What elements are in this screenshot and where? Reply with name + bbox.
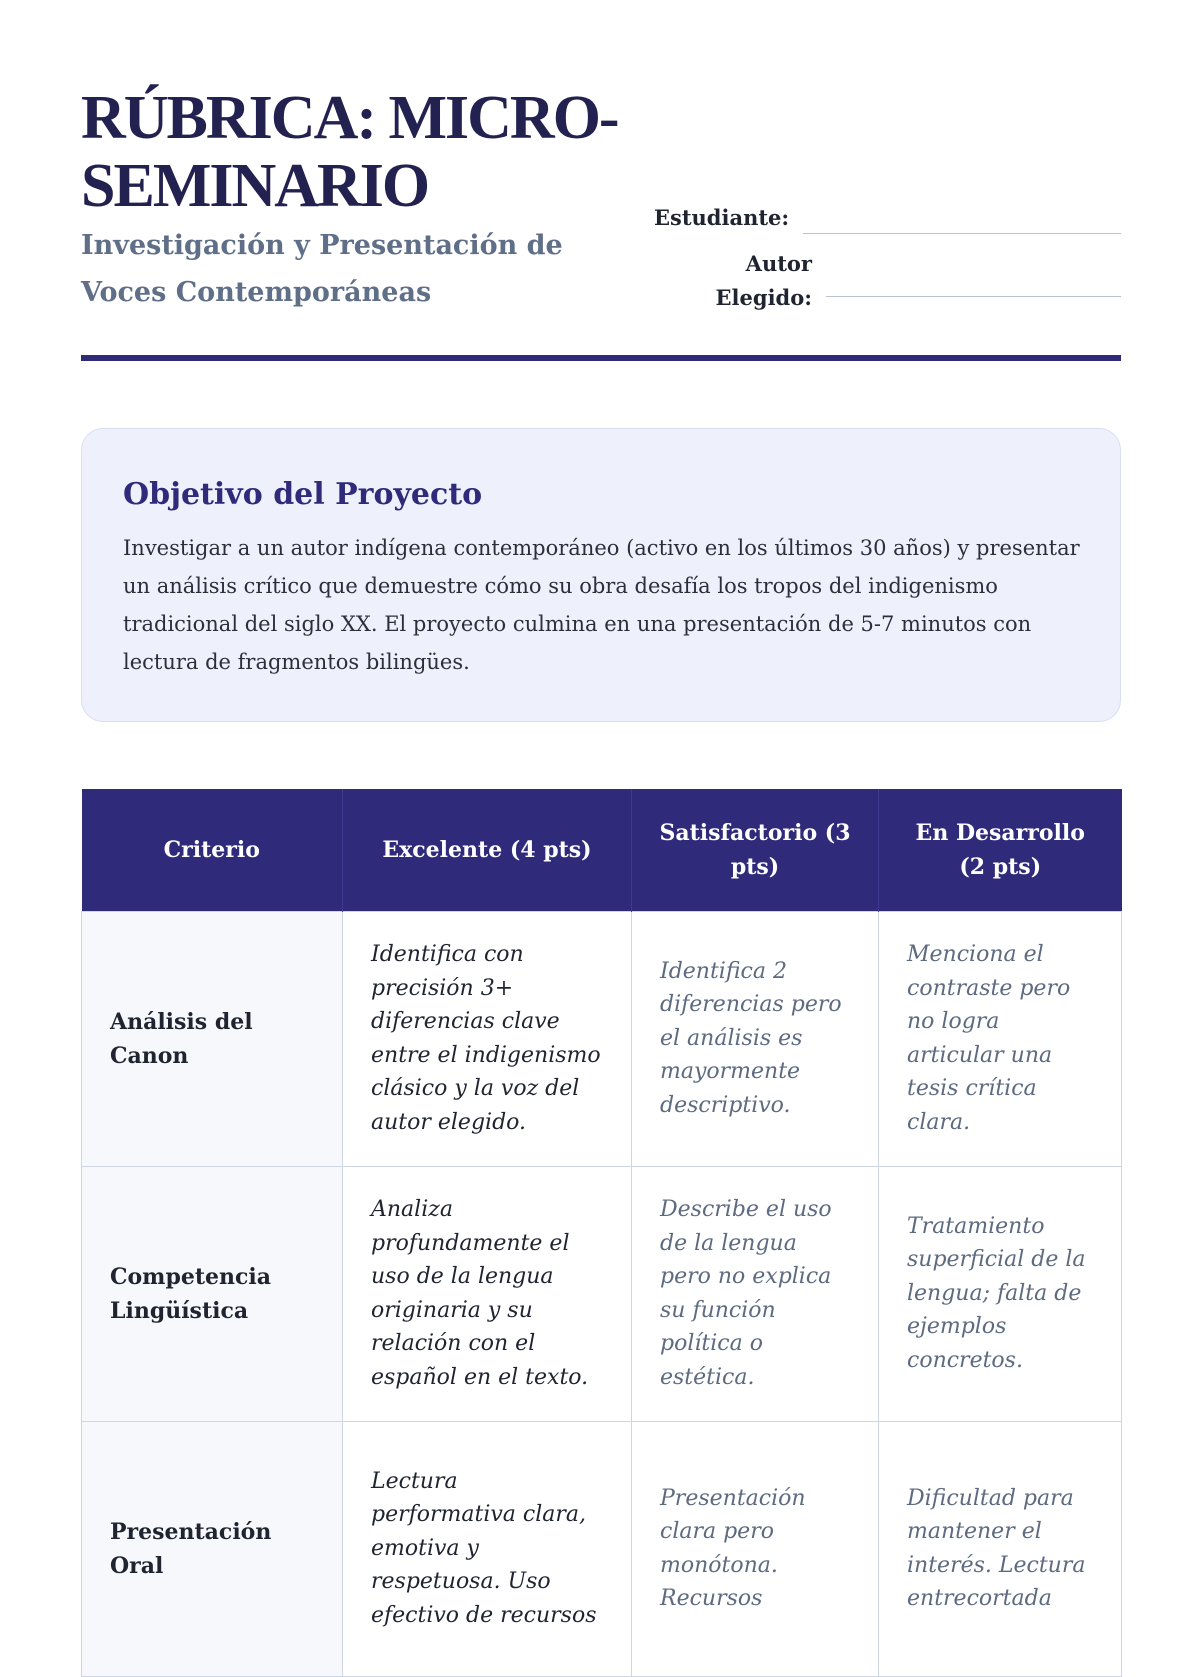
- author-label-line1: Autor: [745, 251, 812, 276]
- excellent-cell: Lectura performativa clara, emotiva y respetuosa. Uso efectivo de recursos: [343, 1421, 632, 1676]
- developing-cell: Dificultad para mantener el interés. Lectura entrecortada: [879, 1421, 1122, 1676]
- header-divider: [81, 355, 1121, 361]
- excellent-cell: Identifica con precisión 3+ diferencias clave entre el indigenismo clásico y la voz del autor elegido.: [343, 911, 632, 1166]
- table-row: [82, 1166, 1122, 1421]
- criterion-cell: Presentación Oral: [82, 1421, 343, 1676]
- satisfactory-cell: Identifica 2 diferencias pero el análisis es mayormente descriptivo.: [632, 911, 879, 1166]
- objective-title: Objetivo del Proyecto: [123, 477, 483, 512]
- developing-cell: Menciona el contraste pero no logra articular una tesis crítica clara.: [879, 911, 1122, 1166]
- satisfactory-cell: Describe el uso de la lengua pero no explica su función política o estética.: [632, 1166, 879, 1421]
- header-satisfactory: Satisfactorio (3 pts): [632, 789, 879, 911]
- criterion-cell: Competencia Lingüística: [82, 1166, 343, 1421]
- rubric-table: [81, 789, 1122, 1677]
- student-name-line[interactable]: [803, 233, 1121, 234]
- criterion-cell: Análisis del Canon: [82, 911, 343, 1166]
- student-label: Estudiante:: [654, 205, 790, 230]
- author-label-line2: Elegido:: [715, 285, 812, 310]
- author-name-line[interactable]: [826, 296, 1121, 297]
- header-excellent: Excelente (4 pts): [343, 789, 632, 911]
- table-row: [82, 1421, 1122, 1676]
- satisfactory-cell: Presentación clara pero monótona. Recursos: [632, 1421, 879, 1676]
- objective-card: [81, 428, 1121, 722]
- excellent-cell: Analiza profundamente el uso de la lengua originaria y su relación con el español en el texto.: [343, 1166, 632, 1421]
- table-row: [82, 911, 1122, 1166]
- developing-cell: Tratamiento superficial de la lengua; falta de ejemplos concretos.: [879, 1166, 1122, 1421]
- page-title: RÚBRICA: MICRO-SEMINARIO: [81, 84, 618, 220]
- rubric-header-row: [82, 789, 1122, 911]
- objective-text: Investigar a un autor indígena contemporáneo (activo en los últimos 30 años) y presentar un análisis crítico que demuestre cómo su obra desafía los tropos del indigenismo tradicional del siglo XX. El proyecto culmina en una presentación de 5-7 minutos con lectura de fragmentos bilingües.: [123, 536, 1080, 674]
- page-subtitle: Investigación y Presentación de Voces Contemporáneas: [81, 230, 563, 308]
- header-developing: En Desarrollo (2 pts): [879, 789, 1122, 911]
- header-criterion: Criterio: [82, 789, 343, 911]
